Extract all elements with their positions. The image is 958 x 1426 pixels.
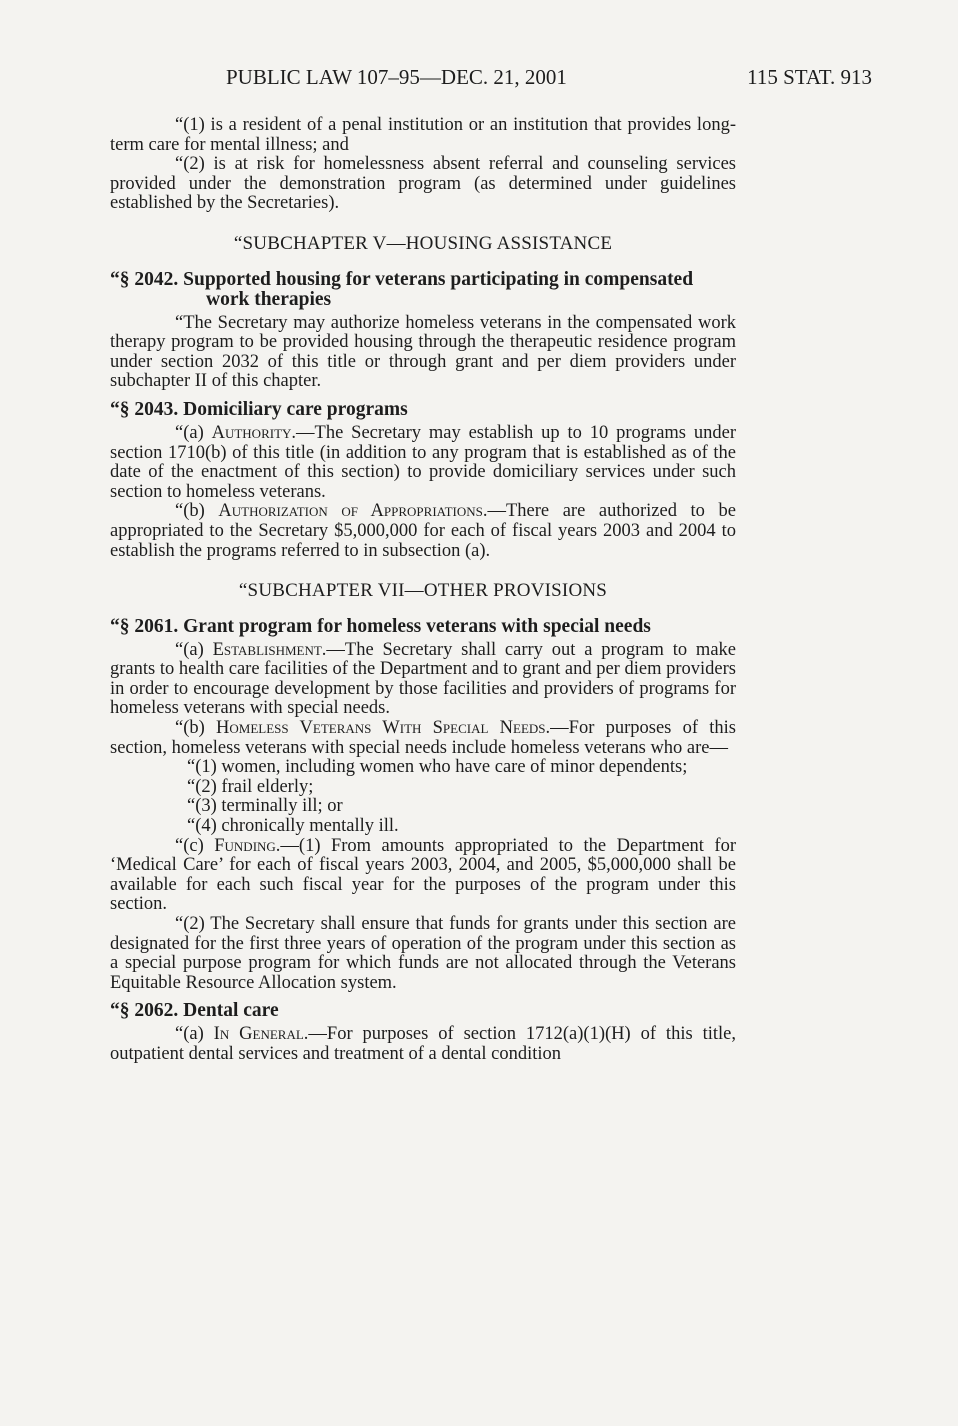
section-heading: “§ 2042. Supported housing for veterans participating in compensated work therapies <box>110 268 694 310</box>
lead: “(b) <box>175 718 217 739</box>
paragraph <box>110 641 736 719</box>
list-item: “(2) frail elderly; <box>187 776 314 797</box>
lead: “(a) <box>175 422 212 443</box>
section-heading: “§ 2043. Domiciliary care programs <box>110 398 408 420</box>
paragraph: “(2) is at risk for homelessness absent referral and counseling services provided under the demonstration program (as determined under guidelines established by the Secretaries). <box>110 154 736 214</box>
paragraph: “(1) is a resident of a penal institution or an institution that provides long-term care for mental illness; and <box>110 115 736 155</box>
paragraph <box>110 502 736 561</box>
list-item: “(4) chronically mentally ill. <box>187 816 399 837</box>
paragraph <box>110 424 736 502</box>
document-body <box>110 116 736 1065</box>
subsection-heading: Authorization of Appropriations. <box>218 501 488 522</box>
text: —The Secretary shall carry out a program to make grants to health care facilities of the Department and to grant and per diem providers in order to encourage development by those facilities and providers of programs for homeless veterans with special needs. <box>110 639 736 719</box>
paragraph <box>110 837 736 915</box>
text: —For purposes of section 1712(a)(1)(H) of this title, outpatient dental services and treatment of a dental condition <box>110 1024 736 1064</box>
paragraph: “The Secretary may authorize homeless veterans in the compensated work therapy program to be provided housing through the therapeutic residence program under section 2032 of this title or through grant and per diem providers under subchapter II of this chapter. <box>110 312 736 392</box>
lead: “(a) <box>175 639 213 660</box>
subsection-heading: Homeless Veterans With Special Needs. <box>216 718 551 739</box>
subchapter-heading: “SUBCHAPTER V—HOUSING ASSISTANCE <box>233 232 613 254</box>
subchapter-heading: “SUBCHAPTER VII—OTHER PROVISIONS <box>238 580 608 602</box>
paragraph <box>110 719 736 758</box>
subsection-heading: Funding. <box>214 835 281 856</box>
text: —(1) From amounts appropriated to the Department for ‘Medical Care’ for each of fiscal years 2003, 2004, and 2005, $5,000,000 shall be available for each such fiscal year for the purposes of the program under this section. <box>110 835 736 915</box>
section-heading: “§ 2062. Dental care <box>110 1000 279 1022</box>
paragraph: “(2) The Secretary shall ensure that funds for grants under this section are designated for the first three years of operation of the program under this section as a special purpose program for which funds are not allocated through the Veterans Equitable Resource Allocation system. <box>110 914 736 993</box>
subsection-heading: Establishment. <box>212 639 327 660</box>
header-stat: 115 STAT. 913 <box>747 65 872 89</box>
lead: “(c) <box>175 835 215 856</box>
lead: “(b) <box>175 501 219 522</box>
text: —For purposes of this section, homeless veterans with special needs include homeless veterans who are— <box>110 718 736 758</box>
header-title: PUBLIC LAW 107–95—DEC. 21, 2001 <box>226 65 567 89</box>
lead: “(a) <box>175 1024 214 1045</box>
paragraph <box>110 1025 736 1064</box>
section-heading: “§ 2061. Grant program for homeless veterans with special needs <box>110 615 651 637</box>
list-item: “(1) women, including women who have care of minor dependents; <box>187 757 688 778</box>
list-item: “(3) terminally ill; or <box>187 796 343 817</box>
text: —There are authorized to be appropriated to the Secretary $5,000,000 for each of fiscal years 2003 and 2004 to establish the programs referred to in subsection (a). <box>110 501 736 561</box>
subsection-heading: Authority. <box>211 422 297 443</box>
text: —The Secretary may establish up to 10 programs under section 1710(b) of this title (in addition to any program that is established as of the date of the enactment of this section) to provide domiciliary services under such section to homeless veterans. <box>110 422 736 502</box>
page-header <box>110 62 872 92</box>
subsection-heading: In General. <box>213 1024 309 1045</box>
